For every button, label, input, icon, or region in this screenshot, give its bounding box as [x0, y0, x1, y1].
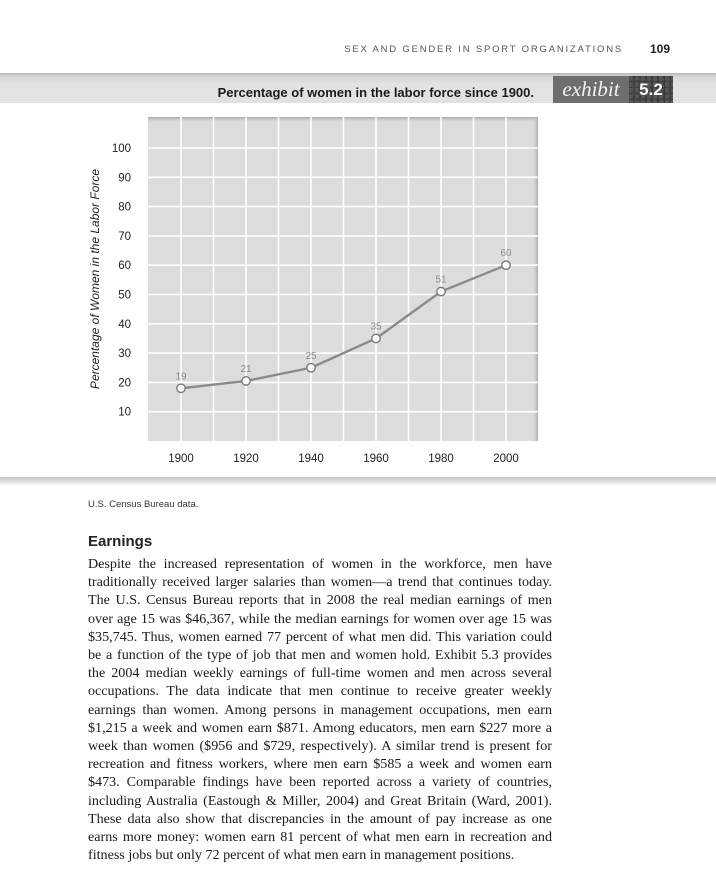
running-head — [0, 43, 700, 57]
exhibit-number: 5.2 — [629, 76, 673, 103]
line-chart — [0, 105, 716, 475]
x-tick-label: 1900 — [168, 453, 194, 465]
y-tick-label: 40 — [118, 318, 131, 331]
x-tick-label: 1940 — [298, 453, 324, 465]
plot-right-shade — [532, 117, 538, 441]
source-note: U.S. Census Bureau data. — [88, 499, 199, 510]
x-tick-label: 2000 — [493, 453, 519, 465]
y-tick-label: 30 — [118, 348, 131, 361]
page-number: 109 — [649, 42, 670, 56]
x-tick-label: 1980 — [428, 453, 454, 465]
y-axis-ticks — [112, 143, 131, 419]
y-tick-label: 20 — [118, 377, 131, 390]
data-point — [437, 287, 445, 295]
exhibit-word: exhibit — [553, 76, 629, 103]
y-tick-label: 90 — [118, 172, 131, 185]
x-axis-ticks — [168, 453, 519, 465]
y-tick-label: 70 — [118, 230, 131, 243]
data-point — [502, 261, 510, 269]
y-tick-label: 50 — [118, 289, 131, 302]
data-point — [372, 334, 380, 342]
data-label: 21 — [240, 363, 252, 375]
data-label: 35 — [370, 321, 382, 333]
x-tick-label: 1920 — [233, 453, 259, 465]
running-head-title: SEX AND GENDER IN SPORT ORGANIZATIONS — [344, 44, 623, 55]
y-axis-label: Percentage of Women in the Labor Force — [88, 168, 102, 390]
data-label: 60 — [500, 248, 512, 260]
data-label: 25 — [305, 350, 317, 362]
data-label: 19 — [175, 371, 187, 383]
section-heading: Earnings — [88, 533, 153, 550]
exhibit-title-bar — [0, 73, 716, 103]
exhibit-title: Percentage of women in the labor force since 1900. — [217, 85, 534, 100]
y-tick-label: 10 — [118, 406, 131, 419]
exhibit-badge — [553, 76, 673, 103]
x-tick-label: 1960 — [363, 453, 389, 465]
y-tick-label: 80 — [118, 201, 131, 214]
data-point — [177, 384, 185, 392]
body-paragraph: Despite the increased representation of women in the workforce, men have traditionally received larger salaries than women—a trend that continues today. The U.S. Census Bureau reports that in 2008 the real median earnings of men over age 15 was $46,367, while the median earnings for women over age 15 was $35,745. Thus, women earned 77 percent of what men did. This variation could be a function of the type of job that men and women hold. Exhibit 5.3 provides the 2004 median weekly earnings of full-time women and men across several occupations. The data indicate that men continue to receive greater weekly earnings than women. Among persons in management occupations, men earn $1,215 a week and women earn $871. Among educators, men earn $227 more a week than women ($956 and $729, respectively). A similar trend is present for recreation and fitness workers, where men earn $585 a week and women earn $473. Comparable findings have been reported across a variety of countries, including Australia (Eastough & Miller, 2004) and Great Britain (Ward, 2001). These data also show that discrepancies in the amount of pay increase as one earns more money: women earn 81 percent of what men earn in recreation and fitness jobs but only 72 percent of what men earn in management positions. — [88, 556, 552, 864]
y-tick-label: 60 — [118, 260, 131, 273]
data-label: 51 — [435, 274, 447, 286]
data-point — [242, 377, 250, 385]
y-tick-label: 100 — [111, 143, 131, 155]
data-point — [307, 364, 315, 372]
exhibit-bottom-rule — [0, 477, 716, 486]
